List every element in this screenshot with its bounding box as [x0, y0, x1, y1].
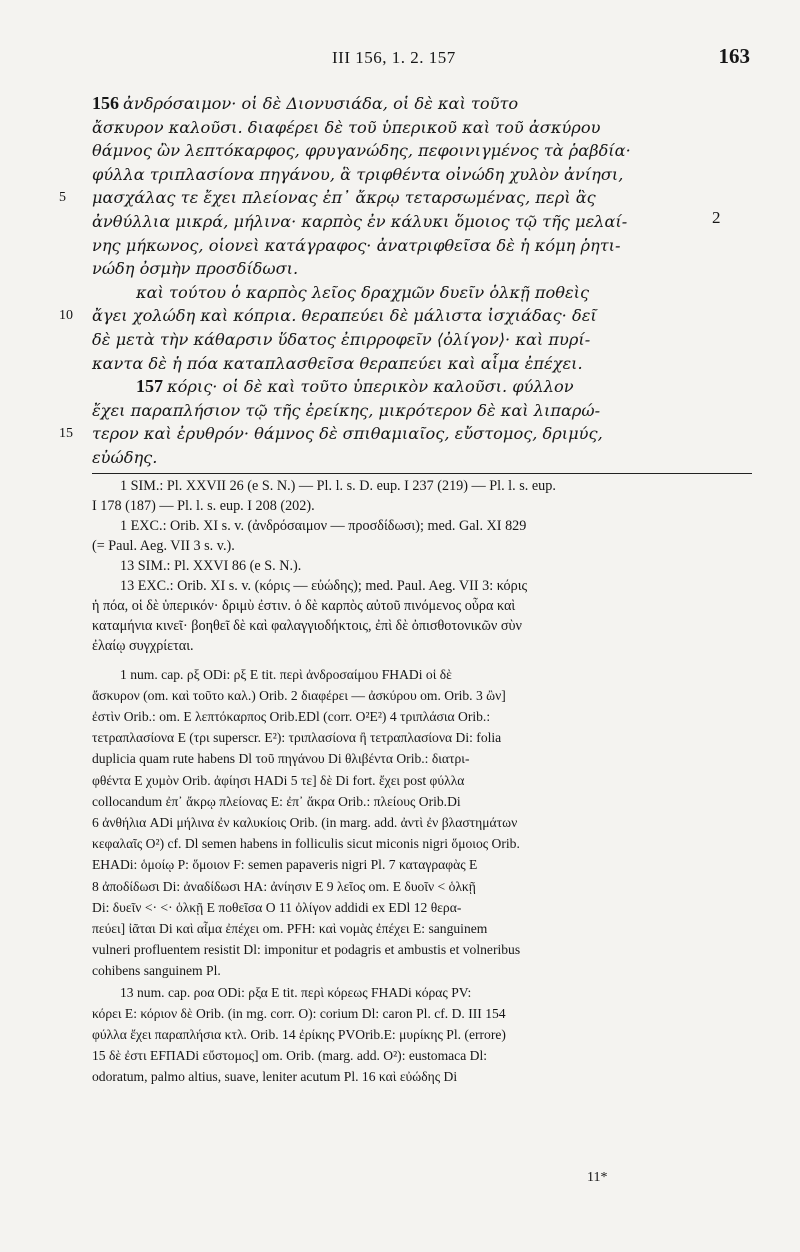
- line-text: μασχάλας τε ἔχει πλείονας ἐπ᾿ ἄκρῳ τεταρσωμένας, περὶ ἃς: [92, 188, 596, 208]
- apparatus-line: EHADi: ὁμοίῳ P: ὅμοιον F: semen papaveris nigri Pl. 7 καταγραφὰς E: [92, 857, 478, 873]
- text-line: [92, 328, 752, 352]
- text-line: [92, 116, 752, 140]
- line-text: νώδη ὀσμὴν προσδίδωσι.: [92, 259, 299, 279]
- text-line: [92, 281, 752, 305]
- apparatus-line: 13 num. cap. ροα ODi: ρξα E tit. περὶ κόρεως FHADi κόρας PV:: [120, 984, 472, 1000]
- line-text: κόρις· οἱ δὲ καὶ τοῦτο ὑπερικὸν καλοῦσι. φύλλον: [167, 377, 574, 397]
- line-text: ἀνδρόσαιμον· οἱ δὲ Διονυσιάδα, οἱ δὲ καὶ τοῦτο: [123, 94, 519, 113]
- text-line: [92, 352, 752, 376]
- line-text: καντα δὲ ἡ πόα καταπλασθεῖσα θεραπεύει καὶ αἷμα ἐπέχει.: [92, 353, 583, 373]
- text-line: [92, 257, 752, 281]
- text-line: [92, 234, 752, 258]
- apparatus-line: 15 δὲ ἐστι EFΠADi εὔστομος] om. Orib. (marg. add. O²): eustomaca Dl:: [92, 1048, 488, 1064]
- chapter-number: 156: [92, 93, 119, 113]
- apparatus-line: odoratum, palmo altius, suave, leniter acutum Pl. 16 καὶ εὐώδης Di: [92, 1069, 458, 1085]
- source-line: ἐλαίῳ συγχρίεται.: [92, 637, 194, 654]
- critical-apparatus: [92, 664, 752, 1088]
- source-line: I 178 (187) — Pl. l. s. eup. I 208 (202).: [92, 497, 315, 514]
- apparatus-line: πεύει] ἰᾶται Di καὶ αἷμα ἐπέχει om. PFH: καὶ νομὰς ἐπέχει E: sanguinem: [92, 920, 488, 936]
- text-line: [92, 375, 752, 399]
- line-text: ἔχει παραπλήσιον τῷ τῆς ἐρείκης, μικρότερον δὲ καὶ λιπαρώ-: [92, 400, 601, 420]
- line-number: 5: [59, 190, 66, 206]
- main-text: [59, 92, 752, 470]
- apparatus-line: φύλλα ἔχει παραπλήσια κτλ. Orib. 14 ἐρίκης PVOrib.E: μυρίκης Pl. (errore): [92, 1026, 506, 1042]
- text-line: [92, 92, 752, 116]
- text-line: [92, 139, 752, 163]
- line-text: φύλλα τριπλασίονα πηγάνου, ἃ τριφθέντα οἰνώδη χυλὸν ἀνίησι,: [92, 164, 624, 184]
- line-number: 15: [59, 426, 73, 442]
- source-line: 13 EXC.: Orib. XI s. v. (κόρις — εὐώδης); med. Paul. Aeg. VII 3: κόρις: [120, 577, 528, 594]
- source-line: καταμήνια κινεῖ· βοηθεῖ δὲ καὶ φαλαγγιοδήκτοις, ἐπὶ δὲ ὀπισθοτονικῶν σὺν: [92, 617, 522, 634]
- apparatus-line: vulneri profluentem resistit Dl: imponitur et podagris et ambustis et volneribus: [92, 942, 521, 958]
- line-text: ἄσκυρον καλοῦσι. διαφέρει δὲ τοῦ ὑπερικοῦ καὶ τοῦ ἀσκύρου: [92, 117, 601, 137]
- line-text: ἄγει χολώδη καὶ κόπρια. θεραπεύει δὲ μάλιστα ἰσχιάδας· δεῖ: [92, 306, 597, 326]
- source-line: 13 SIM.: Pl. XXVI 86 (e S. N.).: [120, 557, 302, 574]
- margin-reference: 2: [712, 207, 721, 227]
- line-text: καὶ τούτου ὁ καρπὸς λεῖος δραχμῶν δυεῖν ὁλκῇ ποθεὶς: [136, 282, 590, 302]
- running-head: III 156, 1. 2. 157: [332, 48, 456, 67]
- apparatus-line: κεφαλαῖς O²) cf. Dl semen habens in folliculis sicut miconis nigri ὅμοιος Orib.: [92, 836, 520, 852]
- apparatus-line: ἐστὶν Orib.: om. E λεπτόκαρπος Orib.EDl (corr. O²E²) 4 τριπλάσια Orib.:: [92, 708, 491, 724]
- signature-mark: 11*: [587, 1170, 608, 1185]
- apparatus-line: ἄσκυρον (om. καὶ τοῦτο καλ.) Orib. 2 διαφέρει — ἀσκύρου om. Orib. 3 ὢν]: [92, 687, 506, 703]
- apparatus-line: cohibens sanguinem Pl.: [92, 963, 221, 979]
- line-text: ἀνθύλλια μικρά, μήλινα· καρπὸς ἐν κάλυκι ὅμοιος τῷ τῆς μελαί-: [92, 211, 628, 231]
- apparatus-line: κόρει E: κόριον δὲ Orib. (in mg. corr. O): corium Dl: caron Pl. cf. D. III 154: [92, 1005, 506, 1021]
- text-line: [92, 399, 752, 423]
- text-line: [92, 163, 752, 187]
- text-line: [92, 207, 752, 234]
- apparatus-line: collocandum ἐπ᾿ ἄκρῳ πλείονας E: ἐπ᾿ ἄκρα Orib.: πλείους Orib.Di: [92, 793, 461, 809]
- apparatus-line: 1 num. cap. ρξ ODi: ρξ E tit. περὶ ἀνδροσαίμου FHADi οἱ δὲ: [120, 666, 452, 682]
- line-text: τερον καὶ ἐρυθρόν· θάμνος δὲ σπιθαμιαῖος, εὔστομος, δριμύς,: [92, 424, 603, 444]
- text-line: [59, 186, 752, 210]
- line-text: εὐώδης.: [92, 447, 158, 467]
- apparatus-line: φθέντα E χυμὸν Orib. ἀφίησι HADi 5 τε] δὲ Di fort. ἔχει post φύλλα: [92, 772, 465, 788]
- source-line: ἡ πόα, οἱ δὲ ὑπερικόν· δριμὺ ἐστιν. ὁ δὲ καρπὸς αὐτοῦ πινόμενος οὖρα καὶ: [92, 597, 516, 614]
- line-number: 10: [59, 308, 73, 324]
- line-text: θάμνος ὢν λεπτόκαρφος, φρυγανώδης, πεφοινιγμένος τὰ ῥαβδία·: [92, 141, 631, 161]
- apparatus-line: Di: δυεῖν <· <· ὁλκῇ E ποθεῖσα O 11 ὀλίγον addidi ex EDl 12 θερα-: [92, 899, 462, 915]
- text-line: [59, 422, 752, 446]
- separator-rule: [92, 473, 752, 474]
- source-line: (= Paul. Aeg. VII 3 s. v.).: [92, 537, 235, 554]
- source-line: 1 EXC.: Orib. XI s. v. (ἀνδρόσαιμον — προσδίδωσι); med. Gal. XI 829: [120, 517, 527, 534]
- text-line: [59, 304, 752, 328]
- apparatus-line: τετραπλασίονα E (τρι superscr. E²): τριπλασίονα ἢ τετραπλασίονα Di: folia: [92, 730, 502, 746]
- source-line: 1 SIM.: Pl. XXVII 26 (e S. N.) — Pl. l. s. D. eup. I 237 (219) — Pl. l. s. eup.: [120, 477, 556, 494]
- line-text: νης μήκωνος, οἱονεὶ κατάγραφος· ἀνατριφθεῖσα δὲ ἡ κόμη ῥητι-: [92, 235, 621, 255]
- sources-section: [92, 476, 752, 656]
- apparatus-line: 8 ἀποδίδωσι Di: ἀναδίδωσι HA: ἀνίησιν E 9 λεῖος om. E δυοῖν < ὁλκῇ: [92, 878, 476, 894]
- apparatus-line: duplicia quam rute habens Dl τοῦ πηγάνου Di θλιβέντα Orib.: διατρι-: [92, 751, 470, 767]
- line-text: δὲ μετὰ τὴν κάθαρσιν ὕδατος ἐπιρροφεῖν ⟨ὀλίγον⟩· καὶ πυρί-: [92, 329, 591, 349]
- page-header: [92, 42, 752, 74]
- text-line: [92, 446, 752, 470]
- apparatus-line: 6 ἀνθήλια ADi μήλινα ἐν καλυκίοις Orib. (in marg. add. ἀντὶ ἐν βλαστημάτων: [92, 814, 518, 830]
- page-number: 163: [718, 44, 750, 68]
- chapter-number: 157: [136, 376, 163, 397]
